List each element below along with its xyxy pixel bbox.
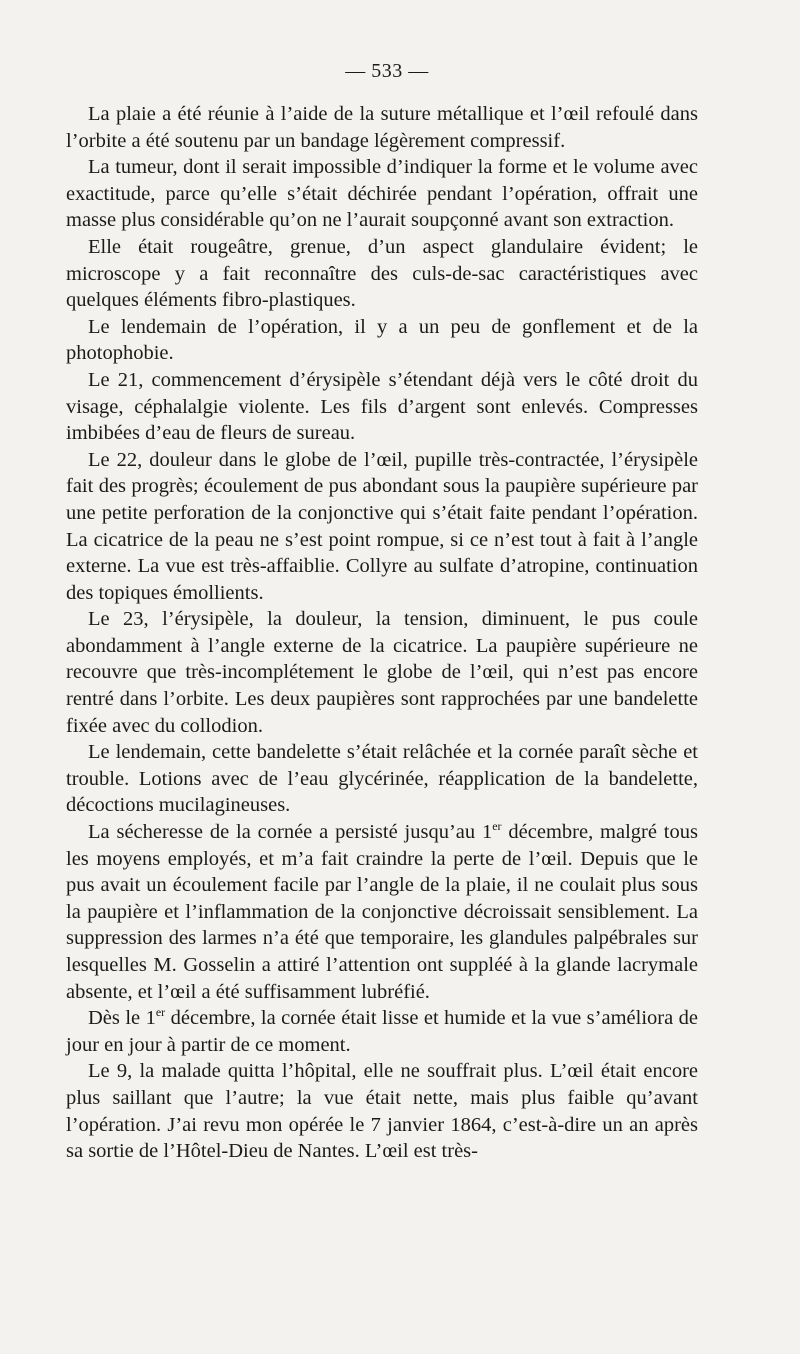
paragraph-5: Le 21, commencement d’érysipèle s’étendant déjà vers le côté droit du visage, céphalalgie violente. Les fils d’argent sont enlevés. Compresses imbibées d’eau de fleurs de sureau. <box>66 368 698 445</box>
paragraph-1: La plaie a été réunie à l’aide de la suture métallique et l’œil refoulé dans l’orbite a été soutenu par un bandage légèrement compressif. <box>66 103 698 152</box>
paragraph-2: La tumeur, dont il serait impossible d’indiquer la forme et le volume avec exactitude, parce qu’elle s’était déchirée pendant l’opération, offrait une masse plus considérable qu’on ne l’aurait soupçonné avant son extraction. <box>66 156 698 232</box>
paragraph-8: Le lendemain, cette bandelette s’était relâchée et la cornée paraît sèche et trouble. Lotions avec de l’eau glycérinée, réapplication de la bandelette, décoctions mucilagineuses. <box>66 741 698 817</box>
paragraph-4: Le lendemain de l’opération, il y a un peu de gonflement et de la photophobie. <box>66 315 698 365</box>
page-number: — 533 — <box>345 60 429 82</box>
paragraph-11: Le 9, la malade quitta l’hôpital, elle ne souffrait plus. L’œil était encore plus saillant que l’autre; la vue était nette, mais plus faible qu’avant l’opération. J’ai revu mon opérée le 7 janvier 1864, c’est-à-dire un an après sa sortie de l’Hôtel-Dieu de Nantes. L’œil est très- <box>66 1060 698 1163</box>
paragraph-6: Le 22, douleur dans le globe de l’œil, pupille très-contractée, l’érysipèle fait des progrès; écoulement de pus abondant sous la paupière supérieure par une petite perforation de la conjonctive qui s’était faite pendant l’opération. La cicatrice de la peau ne s’est point rompue, si ce n’est tout à fait à l’angle externe. La vue est très-affaiblie. Collyre au sulfate d’atropine, continuation des topiques émollients. <box>66 448 698 604</box>
document-page <box>66 60 698 1165</box>
paragraph-3: Elle était rougeâtre, grenue, d’un aspect glandulaire évident; le microscope y a fait reconnaître des culs-de-sac caractéristiques avec quelques éléments fibro-plastiques. <box>66 235 698 312</box>
paragraph-7: Le 23, l’érysipèle, la douleur, la tension, diminuent, le pus coule abondamment à l’angle externe de la cicatrice. La paupière supérieure ne recouvre que très-incomplétement le globe de l’œil, qui n’est pas encore rentré dans l’orbite. Les deux paupières sont rapprochées par une bandelette fixée avec du collodion. <box>66 608 698 737</box>
paragraph-10: Dès le 1er décembre, la cornée était lisse et humide et la vue s’améliora de jour en jour à partir de ce moment. <box>66 1005 698 1056</box>
paragraph-9: La sécheresse de la cornée a persisté jusqu’au 1er décembre, malgré tous les moyens employés, et m’a fait craindre la perte de l’œil. Depuis que le pus avait un écoulement facile par l’angle de la plaie, il ne coulait plus sous la paupière et l’inflammation de la conjonctive décroissait sensiblement. La suppression des larmes n’a été que temporaire, les glandules palpébrales sur lesquelles M. Gosselin a attiré l’attention ont suppléé à la glande lacrymale absente, et l’œil a été suffisamment lubréfié. <box>66 819 698 1003</box>
